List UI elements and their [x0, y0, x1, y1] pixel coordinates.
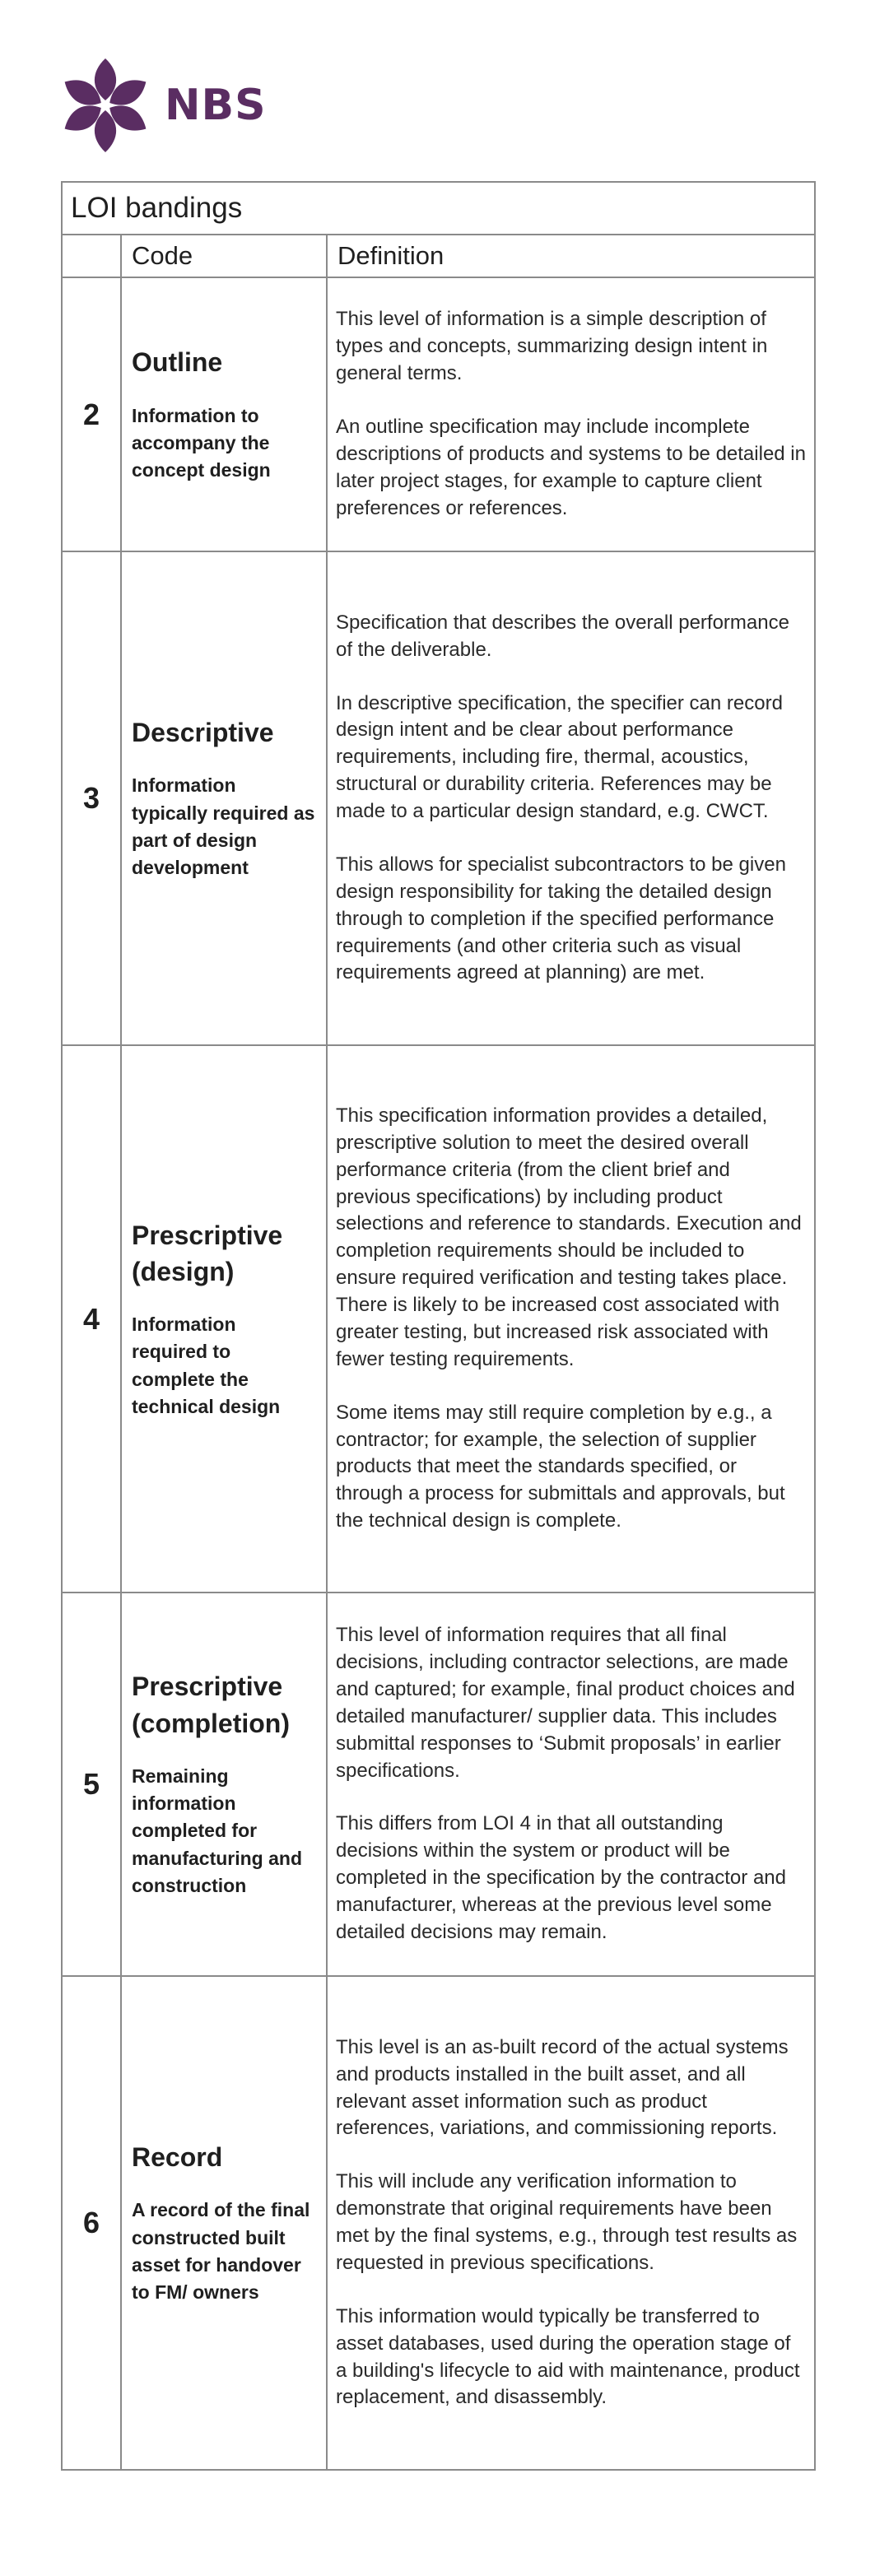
header-number: [62, 235, 121, 277]
definition-paragraph: This differs from LOI 4 in that all outstanding decisions within the system or product will be completed in the specification by the contractor and manufacturer, whereas at the previous level some detailed decisions may remain.: [336, 1812, 786, 1943]
definition-cell: [327, 277, 815, 551]
loi-name: Prescriptive (completion): [132, 1672, 290, 1738]
definition-cell: [327, 551, 815, 1045]
table-header-row: [62, 235, 815, 277]
definition-paragraph: This level of information requires that all final decisions, including contractor selections, are made and captured; for example, final product choices and detailed manufacturer/ supplier data. This includes submittal responses to ‘Submit proposals’ in earlier specifications.: [336, 1624, 795, 1782]
code-cell: [121, 1976, 327, 2470]
code-cell: [121, 1045, 327, 1593]
table-row: [62, 277, 815, 551]
table-title-row: [62, 182, 815, 235]
loi-subtitle: Information required to complete the technical design: [132, 1313, 281, 1417]
loi-name: Prescriptive (design): [132, 1220, 283, 1286]
loi-bandings-table: [61, 181, 816, 2471]
definition-paragraph: This will include any verification information to demonstrate that original requirements have been met by the final systems, e.g., through test results as requested in previous specifications.: [336, 2170, 798, 2274]
loi-number: 5: [62, 1593, 121, 1976]
definition-paragraph: In descriptive specification, the specifier can record design intent and be clear about performance requirements, including fire, thermal, acoustics, structural or durability criteria. References may be made to a particular design standard, e.g. CWCT.: [336, 691, 783, 822]
loi-subtitle: Information to accompany the concept design: [132, 404, 271, 481]
loi-name: Descriptive: [132, 718, 274, 748]
definition-cell: [327, 1976, 815, 2470]
loi-name: Record: [132, 2142, 223, 2173]
loi-number: 4: [62, 1045, 121, 1593]
code-cell: [121, 277, 327, 551]
loi-subtitle: A record of the final constructed built asset for handover to FM/ owners: [132, 2199, 310, 2304]
loi-name: Outline: [132, 347, 223, 378]
definition-paragraph: This allows for specialist subcontractors to be given design responsibility for taking the detailed design through to completion if the specified performance requirements (and other criteria such as visual requirements agreed at planning) are met.: [336, 853, 786, 984]
table-row: [62, 1976, 815, 2470]
flower-logo-icon: [59, 57, 151, 154]
table-row: [62, 1045, 815, 1593]
definition-paragraph: This specification information provides a detailed, prescriptive solution to meet the desired overall performance criteria (from the client brief and previous specifications) by including product selections and reference to standards. Execution and completion requirements should be included to ensure required verification and testing takes place. There is likely to be increased cost associated with greater testing, but increased risk associated with fewer testing requirements.: [336, 1104, 802, 1370]
header-code: Code: [121, 235, 327, 277]
definition-cell: [327, 1045, 815, 1593]
definition-paragraph: Specification that describes the overall performance of the deliverable.: [336, 611, 789, 661]
definition-paragraph: This information would typically be transferred to asset databases, used during the operation stage of a building's lifecycle to aid with maintenance, product replacement, and disassembly.: [336, 2304, 800, 2409]
header-definition: Definition: [327, 235, 815, 277]
definition-paragraph: This level of information is a simple description of types and concepts, summarizing design intent in general terms.: [336, 308, 768, 385]
table-title: LOI bandings: [62, 182, 815, 235]
code-cell: [121, 1593, 327, 1976]
code-cell: [121, 551, 327, 1045]
definition-paragraph: This level is an as-built record of the actual systems and products installed in the built asset, and all relevant asset information such as product references, variations, and commissioning reports.: [336, 2035, 789, 2140]
loi-subtitle: Information typically required as part of design development: [132, 774, 315, 879]
loi-number: 3: [62, 551, 121, 1045]
logo-wordmark: NBS: [165, 81, 267, 130]
loi-number: 2: [62, 277, 121, 551]
loi-subtitle: Remaining information completed for manufacturing and construction: [132, 1765, 303, 1897]
table-row: [62, 1593, 815, 1976]
table-row: [62, 551, 815, 1045]
nbs-logo: [59, 54, 267, 156]
definition-paragraph: Some items may still require completion by e.g., a contractor; for example, the selection of supplier products that meet the standards specified, or through a process for submittals and approvals, but the technical design is complete.: [336, 1401, 785, 1532]
definition-paragraph: An outline specification may include incomplete descriptions of products and systems to be detailed in later project stages, for example to capture client preferences or references.: [336, 416, 806, 519]
definition-cell: [327, 1593, 815, 1976]
loi-number: 6: [62, 1976, 121, 2470]
